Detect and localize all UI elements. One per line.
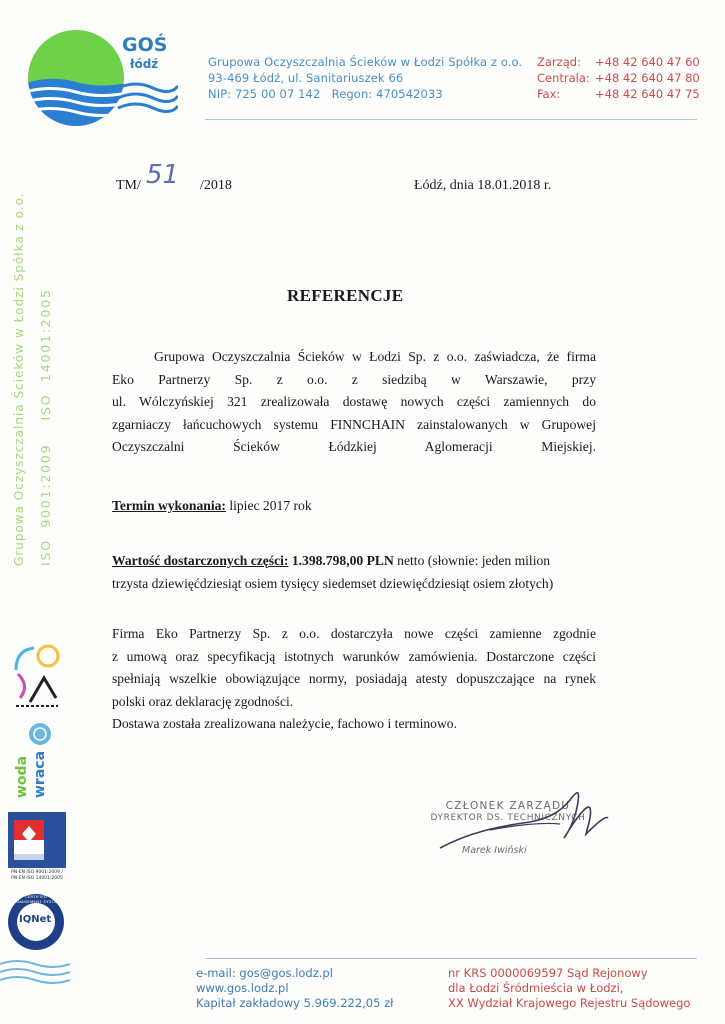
wartosc-amount: 1.398.798,00 PLN — [288, 553, 394, 568]
company-name: Grupowa Oczyszczalnia Ścieków w Łodzi Spółka z o.o. — [208, 55, 523, 69]
footer-right — [448, 966, 690, 1011]
termin-label: Termin wykonania: — [112, 498, 226, 513]
footer-registry: XX Wydział Krajowego Rejestru Sądowego — [448, 996, 691, 1010]
pcbc-caption: PN-EN ISO 9001:2009 / PN-EN ISO 14001:2005 — [11, 870, 63, 881]
company-nip-regon: NIP: 725 00 07 142 Regon: 470542033 — [208, 87, 443, 101]
para3-line: z umową oraz specyfikacją istotnych warunków zamówienia. Dostarczone części — [112, 648, 596, 664]
place-date: Łódź, dnia 18.01.2018 r. — [414, 178, 552, 193]
contact-zarzad: Zarząd: +48 42 640 47 60 — [537, 55, 700, 69]
pcbc-certificate — [8, 812, 66, 884]
wraca-label: wraca — [32, 750, 48, 798]
para3-line: polski oraz deklarację zgodności. — [112, 693, 294, 709]
contact-centrala: Centrala: +48 42 640 47 80 — [537, 71, 700, 85]
pcbc-badge-icon — [8, 812, 66, 868]
footer-www: www.gos.lodz.pl — [196, 981, 289, 995]
footer-krs: nr KRS 0000069597 Sąd Rejonowy — [448, 966, 648, 980]
ref-year: /2018 — [200, 178, 232, 193]
para1-line: Eko Partnerzy Sp. z o.o. z siedzibą w Warszawie, przy — [112, 371, 596, 387]
termin-value: lipiec 2017 rok — [225, 498, 312, 513]
logo-brand: GOŚ — [122, 34, 168, 56]
contact-fax: Fax: +48 42 640 47 75 — [537, 87, 700, 101]
iqnet-certificate — [6, 892, 66, 952]
logo-city: łódź — [130, 57, 159, 71]
wartosc-block — [112, 550, 596, 595]
para1-line: Grupowa Oczyszczalnia Ścieków w Łodzi Sp. z o.o. zaświadcza, że firma — [154, 349, 596, 364]
stamp-line-2: DYREKTOR DS. TECHNICZNYCH — [430, 813, 586, 823]
ref-prefix: TM/ — [116, 178, 141, 193]
iqnet-ring-text: CERTIFIED MANAGEMENT SYSTEM — [11, 894, 61, 904]
ref-handwritten-number: 51 — [146, 160, 180, 190]
paragraph-1 — [112, 346, 596, 459]
iqnet-brand: IQNet — [19, 914, 52, 925]
woda-label: woda — [14, 755, 30, 798]
footer-email: e-mail: gos@gos.lodz.pl — [196, 966, 333, 980]
footer-left — [196, 966, 393, 1011]
footer-court: dla Łodzi Śródmieścia w Łodzi, — [448, 981, 624, 995]
sidebar-company: Grupowa Oczyszczalnia Ścieków w Łodzi Spółka z o.o. — [12, 192, 26, 566]
company-address: 93-469 Łódź, ul. Sanitariuszek 66 — [208, 71, 404, 85]
gos-logo — [18, 26, 178, 126]
header-rule — [205, 119, 697, 120]
header-left — [208, 54, 522, 102]
eco-symbol-icon — [12, 640, 62, 708]
wartosc-line-2: trzysta dziewięćdziesiąt osiem tysięcy siedemset dziewięćdziesiąt osiem złotych) — [112, 575, 554, 591]
woda-wraca-badge — [16, 722, 56, 798]
para1-line: ul. Wólczyńskiej 321 zrealizowała dostawę nowych części zamiennych do — [112, 394, 596, 409]
sidebar-iso: ISO 9001:2009 ISO 14001:2005 — [38, 288, 53, 566]
document-title: REFERENCJE — [287, 286, 404, 305]
para3-line: spełniają wszelkie obowiązujące normy, posiadają atesty dopuszczające na rynek — [112, 671, 596, 686]
para3-line: Dostawa została zrealizowana należycie, fachowo i terminowo. — [112, 716, 457, 731]
para1-line: zgarniaczy łańcuchowych systemu FINNCHAIN zainstalowanych w Grupowej — [112, 416, 596, 432]
sidebar-waves — [0, 958, 70, 988]
paragraph-3 — [112, 623, 596, 736]
header-contacts — [537, 54, 700, 102]
footer-rule — [205, 958, 697, 959]
wartosc-rest: netto (słownie: jeden milion — [393, 553, 551, 568]
wartosc-line-1 — [112, 550, 596, 573]
termin-line — [112, 498, 312, 514]
wartosc-label: Wartość dostarczonych części: — [112, 553, 289, 568]
signature — [430, 782, 610, 862]
footer-capital: Kapitał zakładowy 5.969.222,05 zł — [196, 996, 394, 1010]
para3-line: Firma Eko Partnerzy Sp. z o.o. dostarczyła nowe części zamienne zgodnie — [112, 626, 596, 641]
para1-line: Oczyszczalni Ścieków Łódzkiej Aglomeracji Miejskiej. — [112, 439, 596, 454]
stamp-name: Marek Iwiński — [462, 845, 527, 856]
stamp-line-1: CZŁONEK ZARZĄDU — [445, 800, 571, 812]
